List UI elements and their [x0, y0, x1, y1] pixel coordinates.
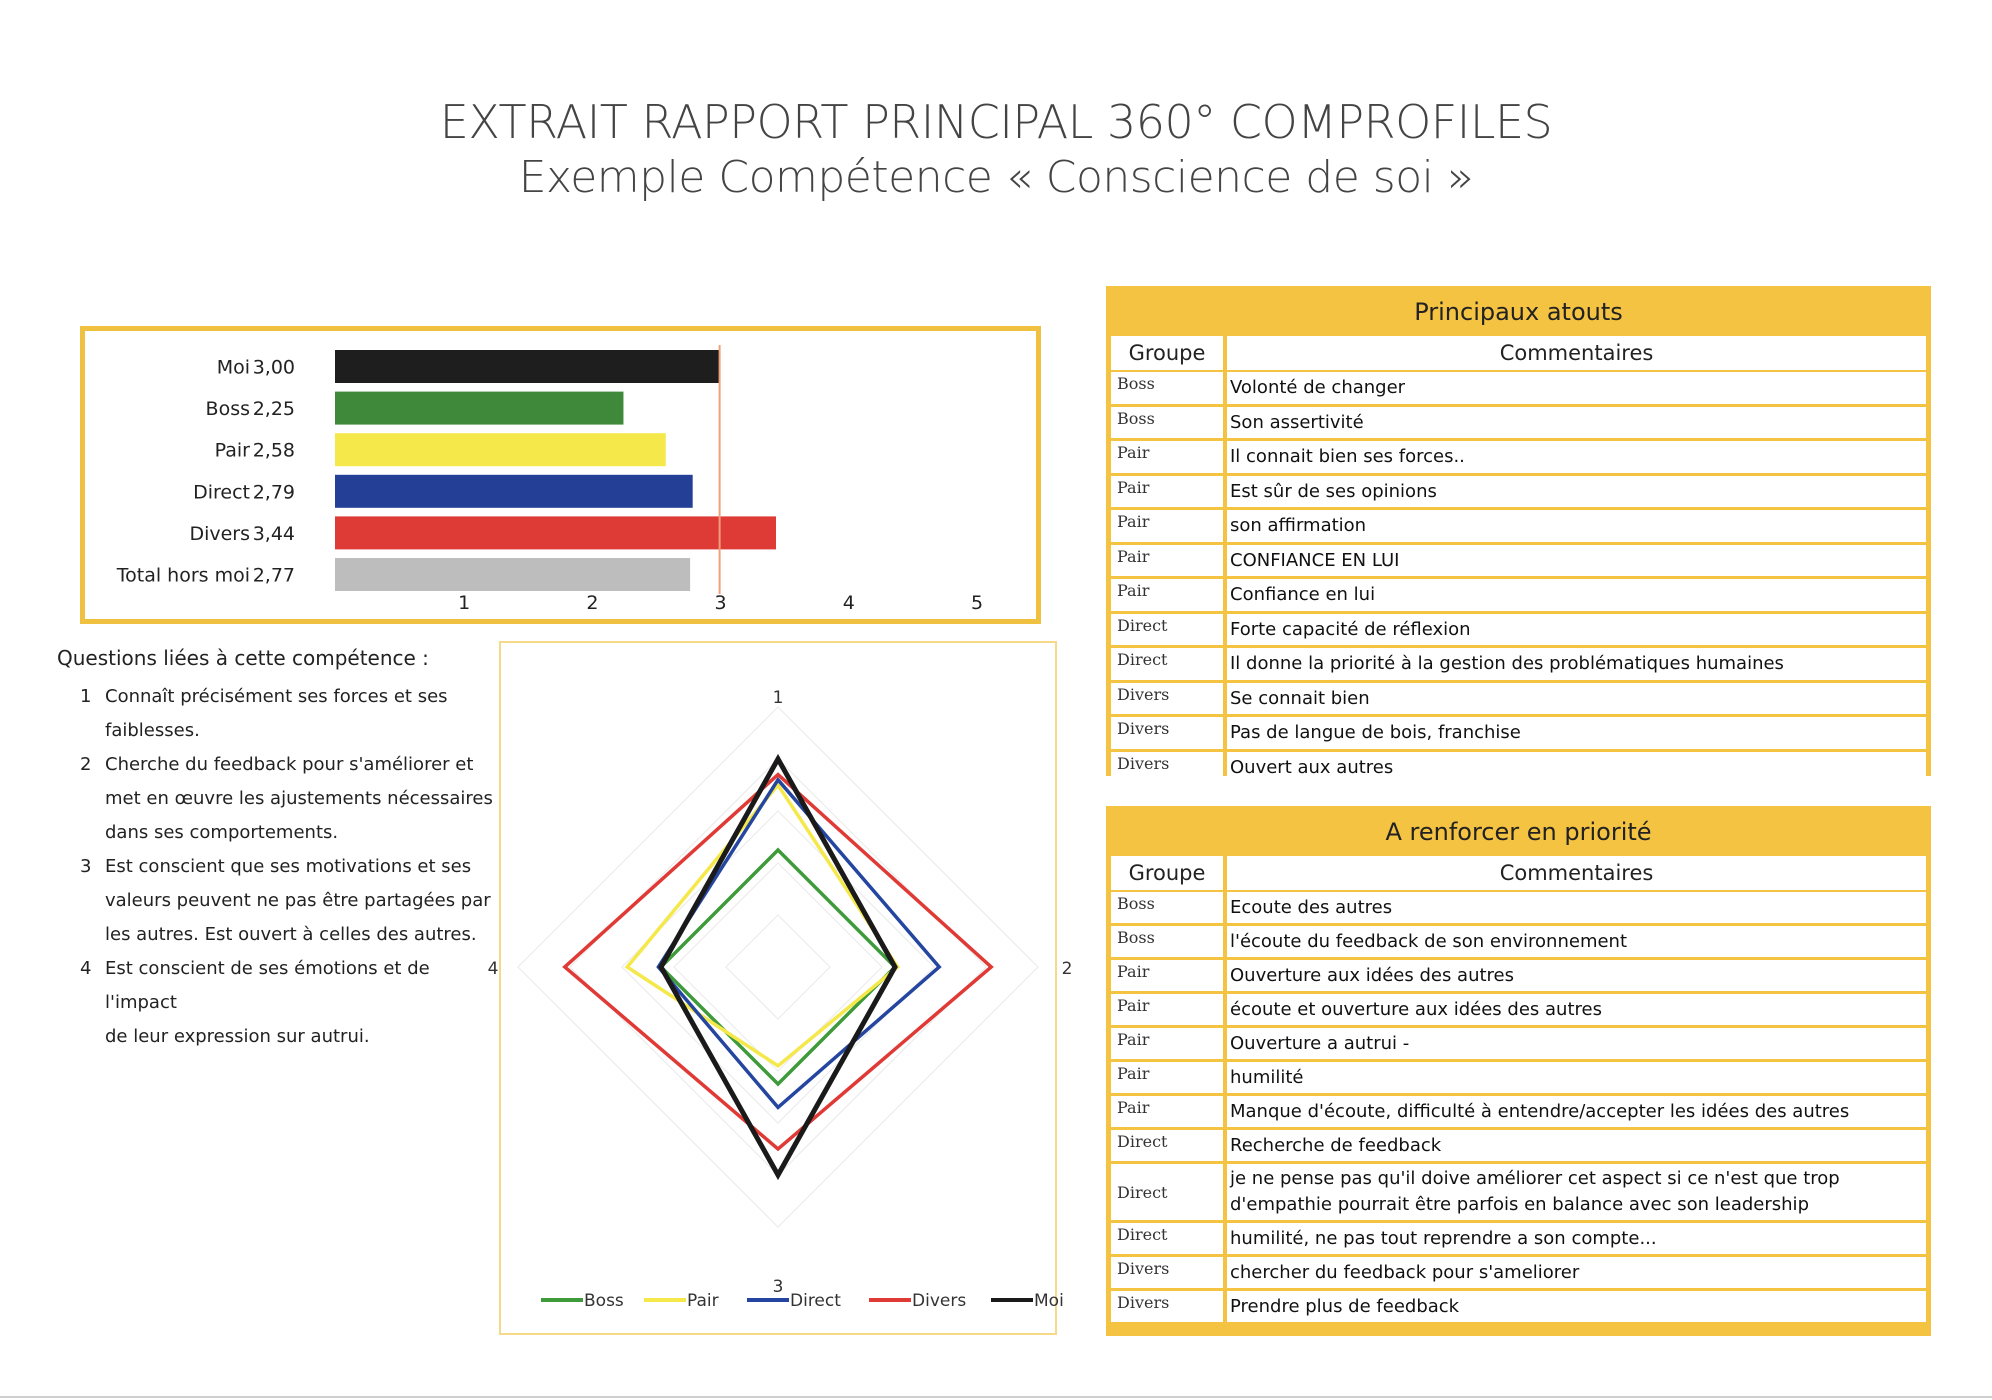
bar-value-label: 3,44 — [252, 522, 295, 545]
radar-axis-label: 2 — [1061, 959, 1073, 979]
table-row — [1111, 510, 1926, 542]
row-group: Pair — [1111, 579, 1223, 611]
row-group: Direct — [1111, 1130, 1223, 1161]
row-group: Direct — [1111, 614, 1223, 646]
bar-category-label: Pair — [214, 439, 250, 462]
row-group: Pair — [1111, 510, 1223, 542]
question-text-line: Cherche du feedback pour s'améliorer et — [105, 754, 474, 775]
x-tick-label: 4 — [842, 592, 855, 614]
row-comment: CONFIANCE EN LUI — [1227, 545, 1926, 577]
question-item — [80, 748, 500, 850]
questions-heading: Questions liées à cette compétence : — [57, 646, 429, 670]
x-tick-label: 3 — [714, 592, 727, 614]
bar-chart-panel — [80, 326, 1041, 624]
row-comment: Recherche de feedback — [1227, 1130, 1926, 1161]
bar-value-label: 2,79 — [252, 481, 295, 504]
table-row — [1111, 926, 1926, 957]
question-number: 3 — [80, 856, 92, 877]
table-row — [1111, 1257, 1926, 1288]
radar-series-divers — [565, 775, 991, 1149]
row-group: Pair — [1111, 1096, 1223, 1127]
report-title: EXTRAIT RAPPORT PRINCIPAL 360° COMPROFILES — [439, 95, 1553, 149]
row-comment: Prendre plus de feedback — [1227, 1291, 1926, 1322]
question-text-line: de leur expression sur autrui. — [105, 1026, 370, 1047]
question-text-line: Connaît précisément ses forces et ses — [105, 686, 448, 707]
col-group-header: Groupe — [1111, 336, 1223, 370]
bar-category-label: Moi — [216, 356, 250, 379]
legend-label: Boss — [584, 1291, 624, 1311]
row-comment: humilité — [1227, 1062, 1926, 1093]
radar-axis-label: 1 — [772, 688, 784, 708]
bar-value-label: 2,25 — [252, 398, 295, 421]
bar-boss — [335, 392, 623, 425]
question-number: 1 — [80, 686, 92, 707]
row-comment: Ouverture aux idées des autres — [1227, 960, 1926, 991]
legend-label: Moi — [1034, 1291, 1064, 1311]
bar-category-label: Total hors moi — [116, 564, 250, 587]
table-row — [1111, 1291, 1926, 1322]
table-row — [1111, 545, 1926, 577]
table-row — [1111, 614, 1926, 646]
question-text-line: valeurs peuvent ne pas être partagées par — [105, 890, 491, 911]
table-row — [1111, 648, 1926, 680]
row-comment: Il connait bien ses forces.. — [1227, 441, 1926, 473]
table-row — [1111, 372, 1926, 404]
table-row — [1111, 1096, 1926, 1127]
row-group: Boss — [1111, 372, 1223, 404]
row-comment: Pas de langue de bois, franchise — [1227, 717, 1926, 749]
x-tick-label: 5 — [970, 592, 984, 614]
row-group: Boss — [1111, 892, 1223, 923]
atouts-column-header — [1111, 336, 1926, 370]
col-comments-header: Commentaires — [1227, 336, 1926, 370]
row-group: Direct — [1111, 648, 1223, 680]
col-group-header: Groupe — [1111, 856, 1223, 890]
question-text-line: les autres. Est ouvert à celles des autres. — [105, 924, 477, 945]
question-text-line: Est conscient de ses émotions et de l'impact — [105, 958, 430, 1013]
bar-category-label: Divers — [189, 522, 250, 545]
col-comments-header: Commentaires — [1227, 856, 1926, 890]
row-comment: Son assertivité — [1227, 407, 1926, 439]
row-group: Divers — [1111, 717, 1223, 749]
table-row — [1111, 1062, 1926, 1093]
row-group: Boss — [1111, 407, 1223, 439]
question-number: 4 — [80, 958, 92, 979]
row-comment: Confiance en lui — [1227, 579, 1926, 611]
table-row — [1111, 892, 1926, 923]
radar-chart — [487, 643, 1073, 1333]
table-row — [1111, 1028, 1926, 1059]
table-row — [1111, 476, 1926, 508]
bar-pair — [335, 433, 666, 466]
row-comment: Il donne la priorité à la gestion des problématiques humaines — [1227, 648, 1926, 680]
bar-value-label: 3,00 — [252, 356, 295, 379]
bar-chart — [85, 331, 1036, 619]
table-row — [1111, 994, 1926, 1025]
bar-total-hors-moi — [335, 558, 690, 591]
legend-label: Divers — [912, 1291, 967, 1311]
question-text-line: dans ses comportements. — [105, 822, 339, 843]
question-item — [80, 850, 500, 952]
row-group: Pair — [1111, 441, 1223, 473]
radar-grid-ring — [622, 811, 934, 1123]
radar-series-direct — [658, 780, 939, 1108]
row-comment: Est sûr de ses opinions — [1227, 476, 1926, 508]
question-item — [80, 680, 500, 748]
radar-grid-ring — [726, 915, 830, 1019]
atouts-title: Principaux atouts — [1414, 298, 1623, 326]
atouts-rows — [1111, 372, 1926, 783]
radar-chart-panel — [487, 641, 1073, 1335]
bar-direct — [335, 475, 693, 508]
row-group: Direct — [1111, 1223, 1223, 1254]
radar-grid-ring — [570, 759, 986, 1175]
x-tick-label: 2 — [586, 592, 599, 614]
questions-list — [80, 680, 500, 1054]
legend-label: Direct — [790, 1291, 841, 1311]
row-comment: écoute et ouverture aux idées des autres — [1227, 994, 1926, 1025]
radar-series-moi — [661, 759, 895, 1175]
bar-category-label: Direct — [193, 481, 250, 504]
row-comment: Ouverture a autrui - — [1227, 1028, 1926, 1059]
row-comment: je ne pense pas qu'il doive améliorer cet aspect si ce n'est que trop d'empathie pourrait être parfois en balance avec son leadership — [1227, 1164, 1926, 1220]
table-row — [1111, 683, 1926, 715]
row-group: Pair — [1111, 1028, 1223, 1059]
row-group: Divers — [1111, 1257, 1223, 1288]
table-row — [1111, 960, 1926, 991]
row-group: Pair — [1111, 960, 1223, 991]
row-group: Direct — [1111, 1164, 1223, 1220]
renforcer-table — [1106, 806, 1931, 1336]
row-comment: Ecoute des autres — [1227, 892, 1926, 923]
page-bottom-divider — [0, 1396, 1992, 1398]
row-comment: chercher du feedback pour s'ameliorer — [1227, 1257, 1926, 1288]
question-text-line: met en œuvre les ajustements nécessaires — [105, 788, 493, 809]
bar-divers — [335, 516, 776, 549]
question-number: 2 — [80, 754, 92, 775]
report-subtitle: Exemple Compétence « Conscience de soi » — [518, 152, 1474, 203]
table-row — [1111, 441, 1926, 473]
x-tick-label: 1 — [458, 592, 471, 614]
row-comment: humilité, ne pas tout reprendre a son compte... — [1227, 1223, 1926, 1254]
bar-value-label: 2,58 — [252, 439, 295, 462]
renforcer-rows — [1111, 892, 1926, 1322]
row-group: Boss — [1111, 926, 1223, 957]
bar-value-label: 2,77 — [252, 564, 295, 587]
row-group: Divers — [1111, 683, 1223, 715]
row-group: Divers — [1111, 752, 1223, 784]
row-comment: Manque d'écoute, difficulté à entendre/accepter les idées des autres — [1227, 1096, 1926, 1127]
table-row — [1111, 1164, 1926, 1220]
table-row — [1111, 752, 1926, 784]
row-comment: son affirmation — [1227, 510, 1926, 542]
row-group: Divers — [1111, 1291, 1223, 1322]
row-comment: Se connait bien — [1227, 683, 1926, 715]
table-row — [1111, 1130, 1926, 1161]
row-comment: Forte capacité de réflexion — [1227, 614, 1926, 646]
question-text-line: faiblesses. — [105, 720, 200, 741]
table-row — [1111, 1223, 1926, 1254]
row-group: Pair — [1111, 476, 1223, 508]
legend-label: Pair — [687, 1291, 719, 1311]
row-comment: Volonté de changer — [1227, 372, 1926, 404]
row-group: Pair — [1111, 1062, 1223, 1093]
radar-axis-label: 3 — [772, 1277, 784, 1297]
atouts-table — [1106, 286, 1931, 776]
row-group: Pair — [1111, 545, 1223, 577]
bar-moi — [335, 350, 720, 383]
radar-axis-label: 4 — [487, 959, 499, 979]
question-item — [80, 952, 500, 1054]
question-text-line: Est conscient que ses motivations et ses — [105, 856, 472, 877]
row-comment: Ouvert aux autres — [1227, 752, 1926, 784]
renforcer-title: A renforcer en priorité — [1385, 818, 1652, 846]
table-row — [1111, 717, 1926, 749]
bar-category-label: Boss — [205, 398, 250, 421]
row-group: Pair — [1111, 994, 1223, 1025]
renforcer-column-header — [1111, 856, 1926, 890]
table-row — [1111, 407, 1926, 439]
row-comment: l'écoute du feedback de son environnement — [1227, 926, 1926, 957]
table-row — [1111, 579, 1926, 611]
